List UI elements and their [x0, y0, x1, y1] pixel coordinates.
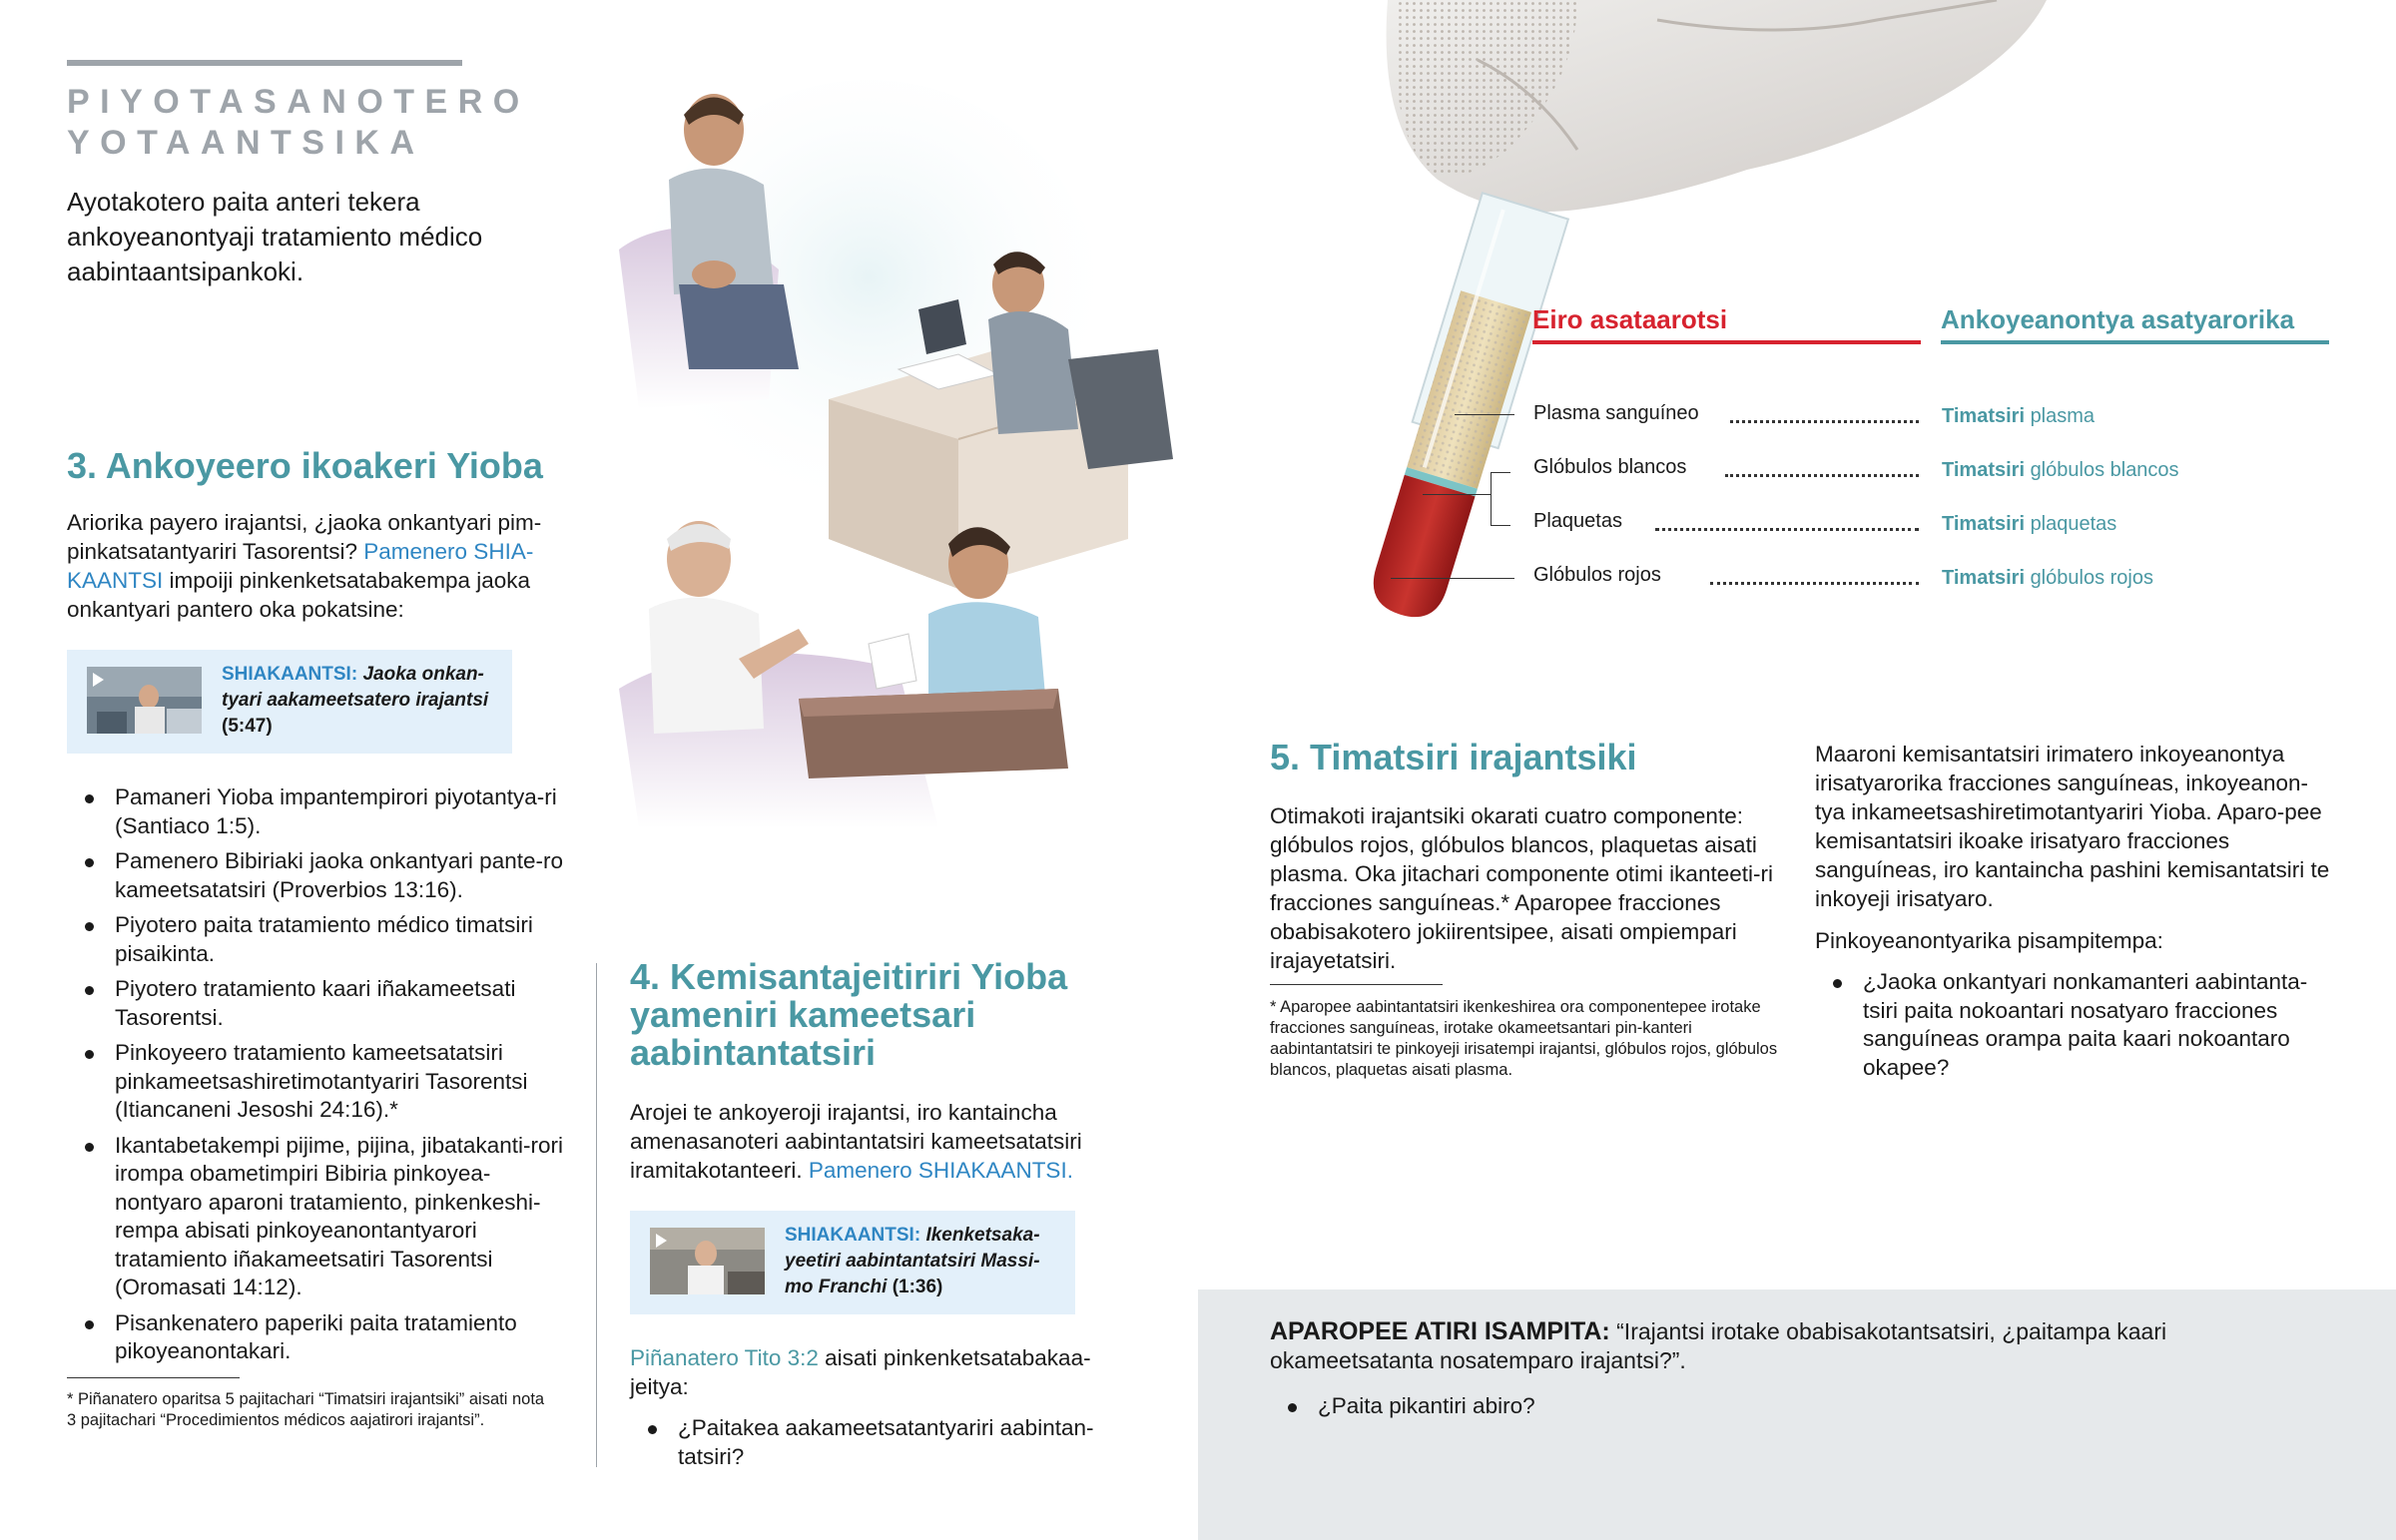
acceptance-value: glóbulos blancos — [2030, 459, 2179, 481]
play-icon[interactable] — [656, 1234, 667, 1248]
acceptance-value: plasma — [2030, 405, 2096, 427]
component-label: Plaquetas — [1533, 510, 1622, 532]
leader-line-red-cells — [1391, 578, 1514, 579]
component-label: Glóbulos blancos — [1533, 456, 1687, 478]
section-4-read-prompt: Piñanatero Tito 3:2 aisati pinkenketsatabakaa-jeitya: — [630, 1345, 1091, 1399]
list-item: Piyotero paita tratamiento médico timatsiri pisaikinta. — [67, 911, 566, 968]
list-item: Pinkoyeero tratamiento kameetsatatsiri pinkameetsashiretimotantyariri Tasorentsi (Itiancaneni Jesoshi 24:16).* — [67, 1039, 566, 1125]
watch-video-link-2[interactable]: Pamenero SHIAKAANTSI. — [808, 1158, 1073, 1183]
section-3-footnote: * Piñanatero oparitsa 5 pajitachari “Timatsiri irajantsiki” aisati nota 3 pajitachari “Procedimientos médicos aajatirori irajantsi”. — [67, 1390, 545, 1429]
section-title-line2: YOTAANTSIKA — [67, 124, 425, 162]
list-item: Pamaneri Yioba impantempirori piyotantya-ri (Santiaco 1:5). — [67, 783, 566, 840]
footnote-rule-right — [1270, 984, 1443, 985]
question-label: APAROPEE ATIRI ISAMPITA: — [1270, 1317, 1610, 1345]
component-acceptance — [1942, 459, 2179, 482]
component-label: Glóbulos rojos — [1533, 564, 1661, 586]
dot-leader — [1655, 528, 1919, 531]
column-divider — [596, 963, 597, 1467]
dot-leader — [1710, 582, 1919, 585]
section-title — [67, 82, 530, 164]
video-card-1[interactable] — [67, 650, 512, 754]
section-title-line1: PIYOTASANOTERO — [67, 83, 530, 121]
list-item: ¿Jaoka onkantyari nonkamanteri aabintanta-tsiri paita nokoantari nosatyaro fracciones sanguíneas orampa paita kaari nokoantaro okapee? — [1815, 968, 2334, 1082]
intro-text: Ayotakotero paita anteri tekera ankoyeanontyaji tratamiento médico aabintaantsipankoki. — [67, 187, 483, 286]
section-3-paragraph: Ariorika payero irajantsi, ¿jaoka onkantyari pim-pinkatsatantyariri Tasorentsi? Pamenero SHIA-KAANTSI impoiji pinkenketsatabakempa jaoka onkantyari pantero oka pokatsine: — [67, 510, 542, 622]
leader-line-plasma — [1455, 414, 1514, 415]
acceptance-value: glóbulos rojos — [2030, 567, 2153, 589]
list-item: Pisankenatero paperiki paita tratamiento pikoyeanontakari. — [67, 1309, 566, 1366]
component-acceptance — [1942, 513, 2116, 536]
dot-leader — [1730, 420, 1919, 423]
component-acceptance — [1942, 405, 2095, 428]
component-label: Plasma sanguíneo — [1533, 402, 1699, 424]
video-thumbnail[interactable] — [87, 667, 202, 734]
scripture-link[interactable]: Piñanatero Tito 3:2 — [630, 1345, 819, 1370]
watch-video-link[interactable]: Pamenero SHIA-KAANTSI — [67, 539, 534, 593]
section-5-heading: 5. Timatsiri irajantsiki — [1270, 737, 1637, 777]
section-5-paragraph-3: Pinkoyeanontyarika pisampitempa: — [1815, 928, 2163, 953]
question-text: APAROPEE ATIRI ISAMPITA: “Irajantsi irotake obabisakotantsatsiri, ¿paitampa kaari okameetsatanta nosatemparo irajantsi?”. — [1270, 1317, 2167, 1373]
list-item: Piyotero tratamiento kaari iñakameetsati Tasorentsi. — [67, 975, 566, 1032]
acceptance-keyword: Timatsiri — [1942, 567, 2025, 589]
section-5-paragraph-1: Otimakoti irajantsiki okarati cuatro componente: glóbulos rojos, glóbulos blancos, plaquetas aisati plasma. Oka jitachari componente otimi ikanteeti-ri fracciones sanguíneas.* Aparopee fracciones obabisakotero jokiirentsipee, aisati ompiempari irajayetatsiri. — [1270, 803, 1773, 973]
question-bullet: ¿Paita pikantiri abiro? — [1270, 1392, 2168, 1421]
leader-line-bracket — [1491, 472, 1492, 525]
acceptance-value: plaquetas — [2030, 513, 2117, 535]
acceptance-keyword: Timatsiri — [1942, 405, 2025, 427]
video-thumbnail-image — [650, 1228, 765, 1294]
component-acceptance — [1942, 567, 2153, 590]
section-4-bullets — [630, 1414, 1119, 1478]
leader-line-white-cells — [1423, 494, 1491, 495]
video-thumbnail[interactable] — [650, 1228, 765, 1294]
section-3-heading: 3. Ankoyeero ikoakeri Yioba — [67, 445, 543, 486]
dot-leader — [1725, 474, 1919, 477]
acceptance-keyword: Timatsiri — [1942, 459, 2025, 481]
leader-line-white-cells-top — [1491, 472, 1510, 473]
column-title-not-accept: Eiro asataarotsi — [1532, 304, 1728, 334]
section-4-paragraph: Arojei te ankoyeroji irajantsi, iro kantaincha amenasanoteri aabintantatsiri kameetsatatsiri iramitakotanteeri. Pamenero SHIAKAANTSI. — [630, 1100, 1082, 1183]
footnote-rule-left — [67, 1377, 240, 1378]
section-3-bullets — [67, 783, 566, 1373]
column-rule-red — [1532, 340, 1921, 344]
list-item: ¿Paitakea aakameetsatantyariri aabintan-tatsiri? — [630, 1414, 1119, 1471]
consultation-illustration — [599, 70, 1178, 848]
list-item: Ikantabetakempi pijime, pijina, jibatakanti-rori irompa obametimpiri Bibiria pinkoyea-nontyaro aparoni tratamiento, pinkenkeshi-rempa abisati pinkoyeanontantyarori tratamiento iñakameetsatiri Tasorentsi (Oromasati 14:12). — [67, 1132, 566, 1302]
section-4-heading: 4. Kemisantajeitiriri Yioba yameniri kameetsari aabintantatsiri — [630, 956, 1068, 1073]
question-box — [1198, 1289, 2396, 1540]
leader-line-platelets — [1491, 525, 1510, 526]
video-1-label: SHIAKAANTSI: Jaoka onkan-tyari aakameetsatero irajantsi (5:47) — [222, 664, 489, 737]
section-5-footnote: * Aparopee aabintantatsiri ikenkeshirea ora componentepee irotake fracciones sanguíneas, irotake okameetsantari pin-kanteri aabintantatsiri te pinkoyeji irisatempi irajantsi, glóbulos rojos, glóbulos blancos, plaquetas aisati plasma. — [1270, 998, 1778, 1079]
section-5-paragraph-2: Maaroni kemisantatsiri irimatero inkoyeanontya irisatyarorika fracciones sanguíneas, inkoyeanon-tya inkameetsashiretimotantyariri Yioba. Aparo-pee kemisantatsiri ikoake irisatyaro fracciones sanguíneas, iro kantaincha pashini kemisantatsiri te inkoyeji irisatyaro. — [1815, 742, 2330, 911]
top-rule — [67, 60, 462, 66]
section-5-bullets — [1815, 968, 2334, 1089]
list-item: Pamenero Bibiriaki jaoka onkantyari pante-ro kameetsatatsiri (Proverbios 13:16). — [67, 847, 566, 904]
column-rule-teal — [1941, 340, 2329, 344]
video-card-2[interactable] — [630, 1211, 1075, 1314]
question-bullets — [1270, 1392, 2168, 1428]
play-icon[interactable] — [93, 673, 104, 687]
acceptance-keyword: Timatsiri — [1942, 513, 2025, 535]
video-thumbnail-image — [87, 667, 202, 734]
video-2-label: SHIAKAANTSI: Ikenketsaka-yeetiri aabintantatsiri Massi-mo Franchi (1:36) — [785, 1225, 1040, 1297]
column-title-may-accept: Ankoyeanontya asatyarorika — [1941, 304, 2295, 334]
